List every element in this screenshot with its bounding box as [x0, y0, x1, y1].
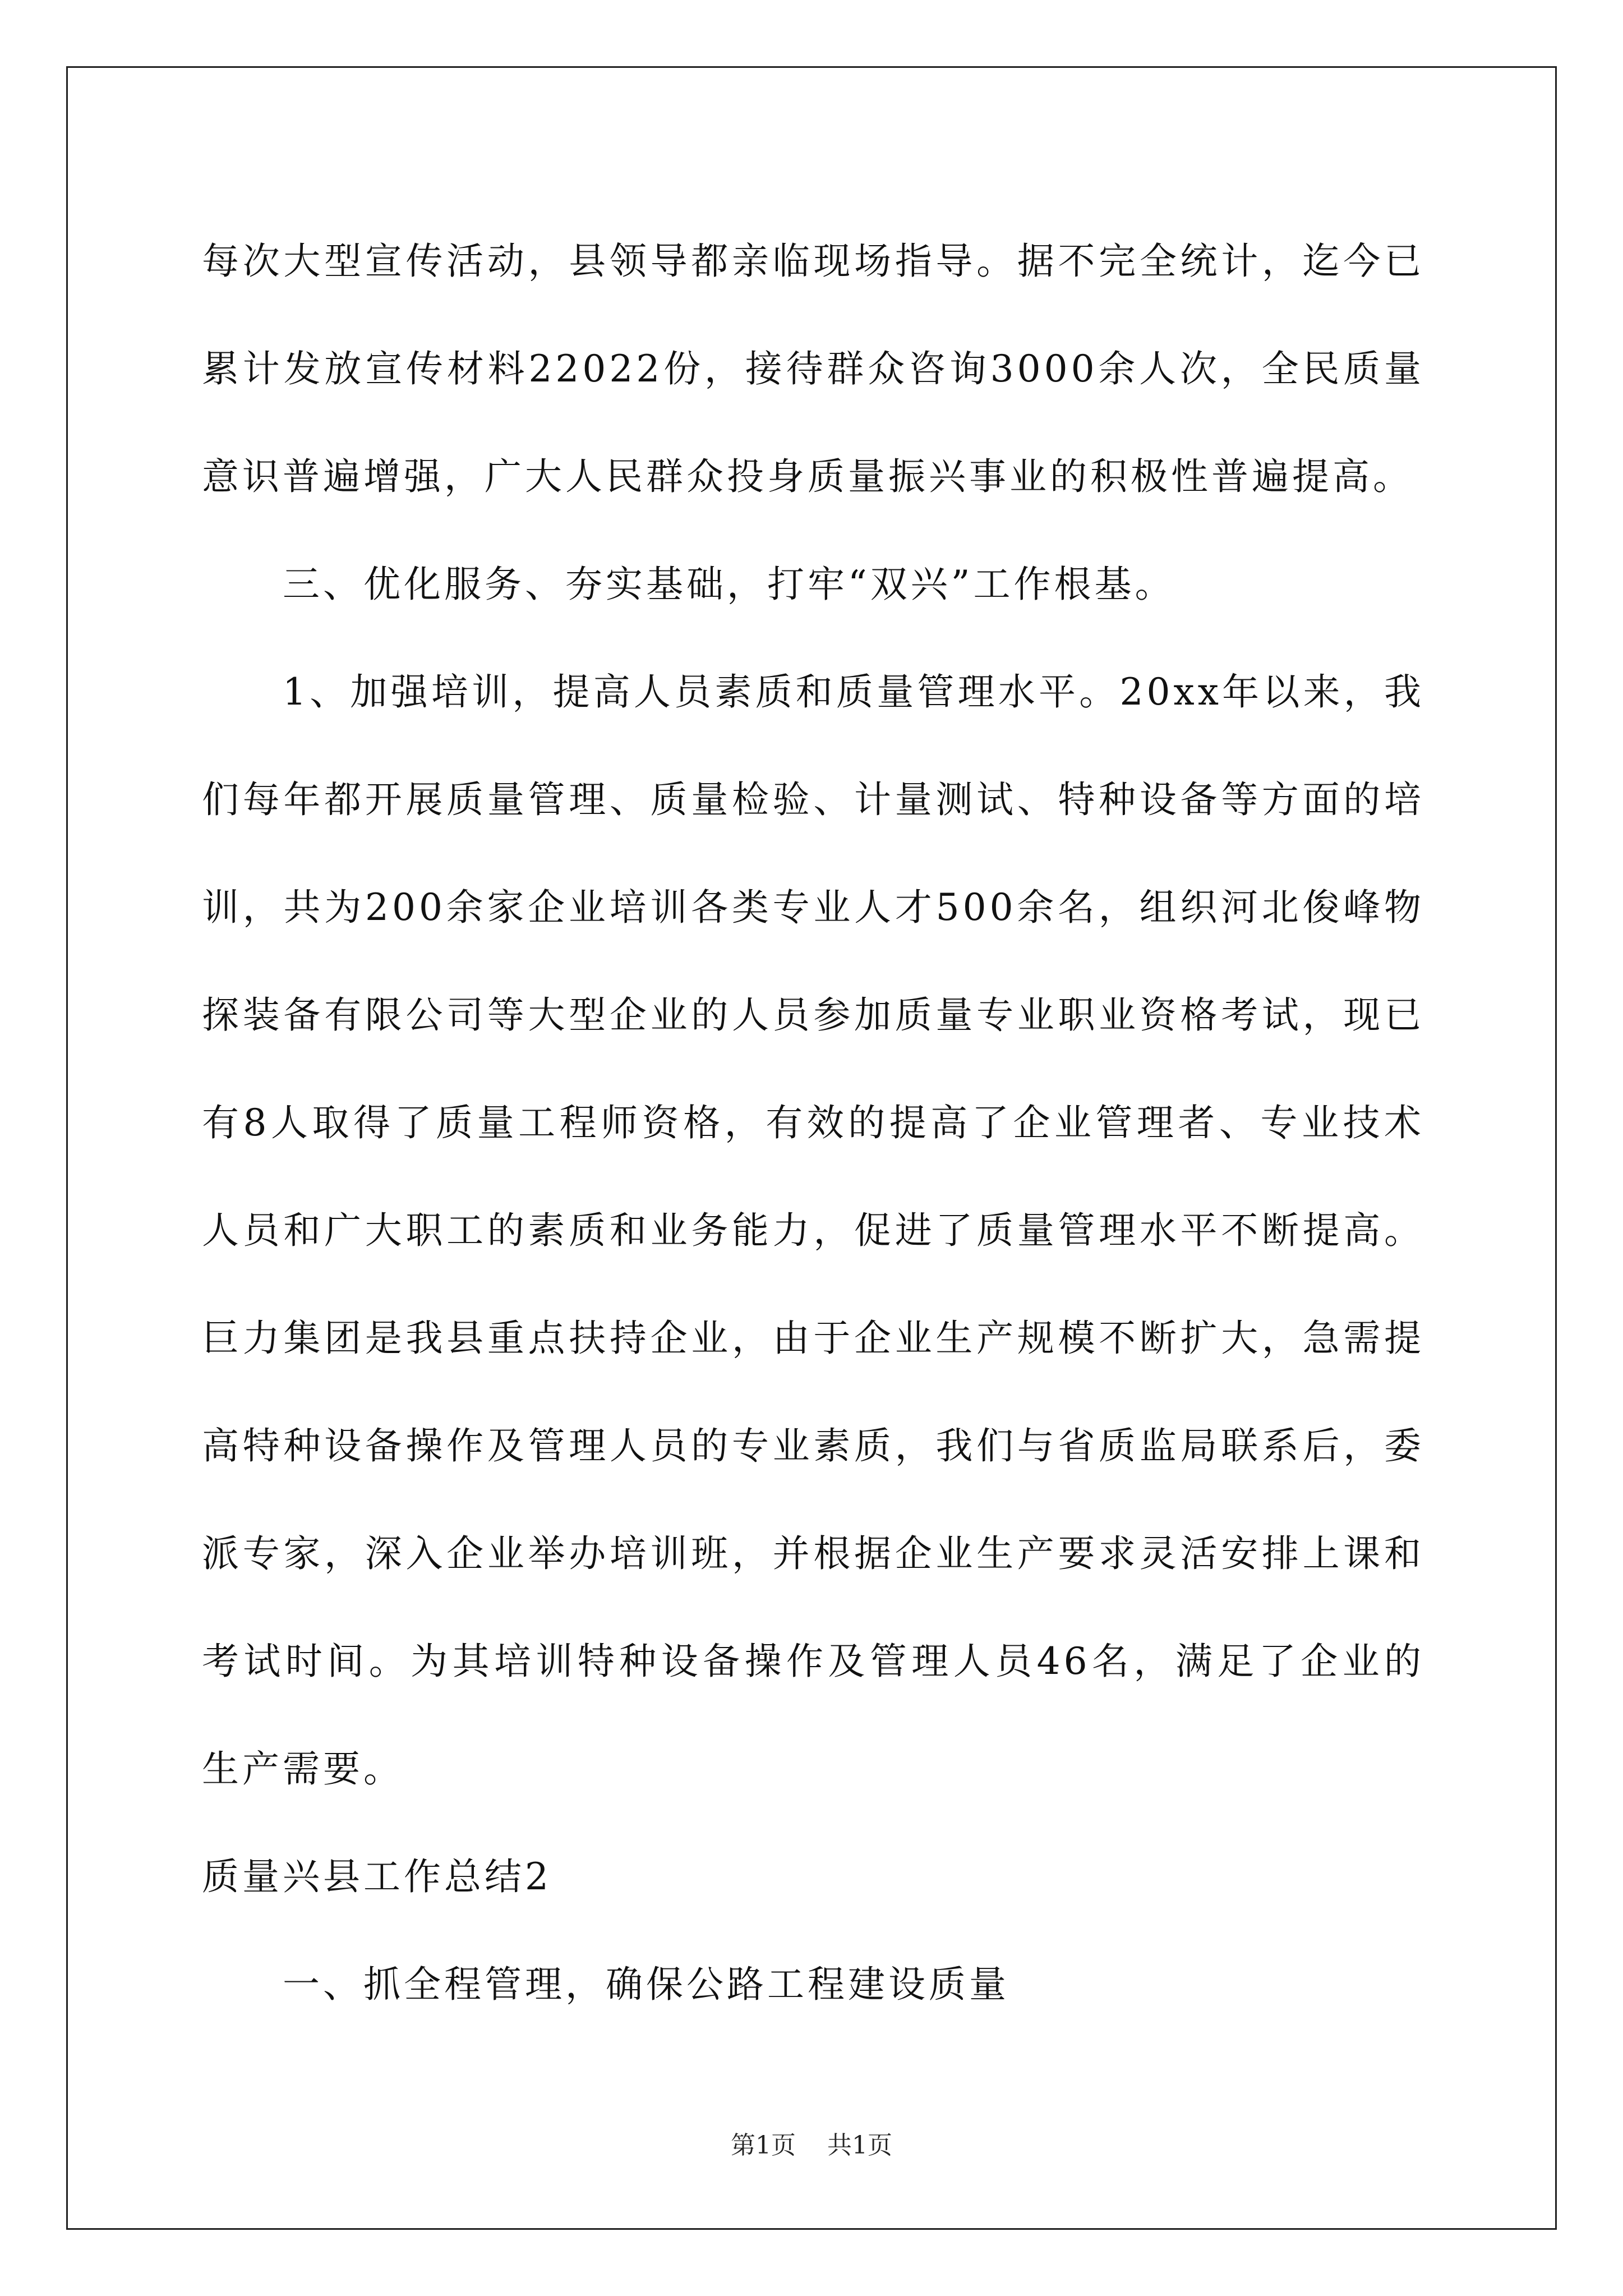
paragraph: 每次大型宣传活动，县领导都亲临现场指导。据不完全统计，迄今已累计发放宣传材料22022份，接待群众咨询3000余人次，全民质量意识普遍增强，广大人民群众投身质量振兴事业的积极性普遍提高。	[202, 240, 1424, 498]
paragraph: 1、加强培训，提高人员素质和质量管理水平。20xx年以来，我们每年都开展质量管理、质量检验、计量测试、特种设备等方面的培训，共为200余家企业培训各类专业人才500余名，组织河北俊峰物探装备有限公司等大型企业的人员参加质量专业职业资格考试，现已有8人取得了质量工程师资格，有效的提高了企业管理者、专业技术人员和广大职工的素质和业务能力，促进了质量管理水平不断提高。巨力集团是我县重点扶持企业，由于企业生产规模不断扩大，急需提高特种设备操作及管理人员的专业素质，我们与省质监局联系后，委派专家，深入企业举办培训班，并根据企业生产要求灵活安排上课和考试时间。为其培训特种设备操作及管理人员46名，满足了企业的生产需要。	[202, 670, 1424, 1791]
page-number: 第1页	[731, 2131, 796, 2160]
page-footer	[0, 2129, 1623, 2162]
page-total: 共1页	[827, 2131, 892, 2160]
paragraph: 三、优化服务、夯实基础，打牢“双兴”工作根基。	[283, 563, 1175, 606]
document-body	[202, 208, 1424, 2039]
paragraph: 一、抓全程管理，确保公路工程建设质量	[283, 1963, 1009, 2006]
section-heading: 质量兴县工作总结2	[202, 1855, 552, 1898]
